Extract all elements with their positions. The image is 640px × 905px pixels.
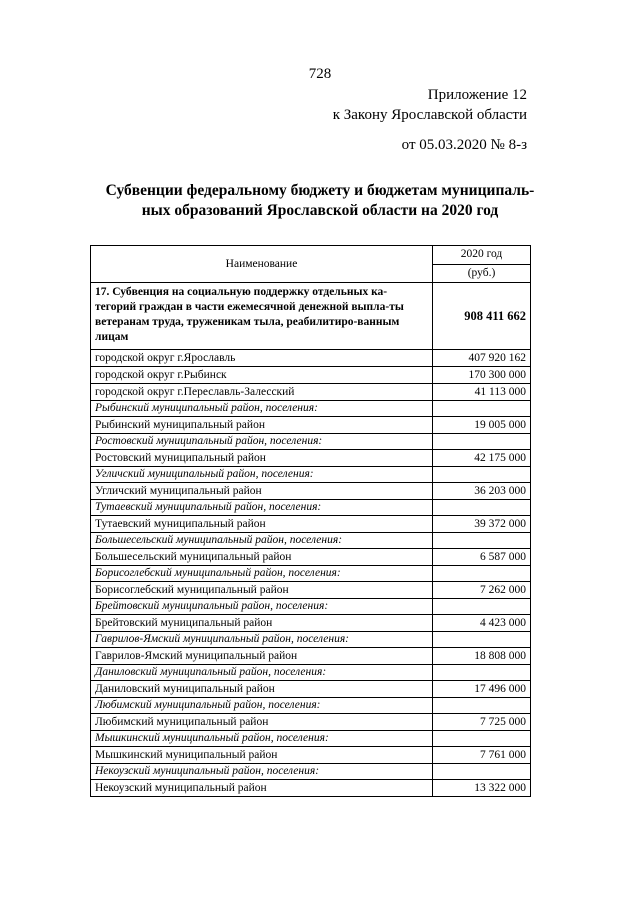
- row-name: Угличский муниципальный район, поселения:: [91, 467, 433, 483]
- page-number: 728: [308, 66, 332, 82]
- row-name: Тутаевский муниципальный район: [91, 516, 433, 533]
- row-amount: [433, 500, 531, 516]
- district-subheader-row: [91, 599, 531, 615]
- row-amount: 7 725 000: [433, 714, 531, 731]
- district-subheader-row: [91, 467, 531, 483]
- row-name: Ростовский муниципальный район: [91, 450, 433, 467]
- row-name: Борисоглебский муниципальный район: [91, 582, 433, 599]
- table-row: [91, 747, 531, 764]
- row-amount: [433, 731, 531, 747]
- row-amount: [433, 665, 531, 681]
- row-amount: 39 372 000: [433, 516, 531, 533]
- row-name: Некоузский муниципальный район: [91, 780, 433, 797]
- section-amount: 908 411 662: [433, 283, 531, 350]
- district-subheader-row: [91, 632, 531, 648]
- table-row: [91, 648, 531, 665]
- appendix-law-reference: к Закону Ярославской области: [332, 107, 527, 123]
- row-name: городской округ г.Рыбинск: [91, 367, 433, 384]
- column-header-year: 2020 год: [433, 246, 531, 265]
- row-amount: [433, 764, 531, 780]
- table-row: [91, 350, 531, 367]
- district-subheader-row: [91, 533, 531, 549]
- district-subheader-row: [91, 665, 531, 681]
- row-name: Даниловский муниципальный район, поселения:: [91, 665, 433, 681]
- row-name: Большесельский муниципальный район: [91, 549, 433, 566]
- table-row: [91, 483, 531, 500]
- district-subheader-row: [91, 764, 531, 780]
- district-subheader-row: [91, 500, 531, 516]
- title-line-1: Субвенции федеральному бюджету и бюджетам муниципаль-: [105, 182, 535, 199]
- row-name: городской округ г.Ярославль: [91, 350, 433, 367]
- row-amount: [433, 533, 531, 549]
- row-name: городской округ г.Переславль-Залесский: [91, 384, 433, 401]
- row-name: Тутаевский муниципальный район, поселения:: [91, 500, 433, 516]
- district-subheader-row: [91, 434, 531, 450]
- row-name: Гаврилов-Ямский муниципальный район: [91, 648, 433, 665]
- column-header-unit: (руб.): [433, 264, 531, 283]
- row-name: Любимский муниципальный район, поселения:: [91, 698, 433, 714]
- district-subheader-row: [91, 698, 531, 714]
- table-row: [91, 384, 531, 401]
- table-row: [91, 417, 531, 434]
- district-subheader-row: [91, 731, 531, 747]
- row-amount: 18 808 000: [433, 648, 531, 665]
- row-amount: [433, 698, 531, 714]
- row-amount: [433, 434, 531, 450]
- table-row: [91, 516, 531, 533]
- subventions-table: [90, 245, 531, 797]
- row-amount: [433, 632, 531, 648]
- row-amount: 42 175 000: [433, 450, 531, 467]
- row-name: Рыбинский муниципальный район: [91, 417, 433, 434]
- row-name: Мышкинский муниципальный район: [91, 747, 433, 764]
- title-line-2: ных образований Ярославской области на 2020 год: [141, 202, 499, 219]
- column-header-name: Наименование: [91, 246, 433, 283]
- row-name: Рыбинский муниципальный район, поселения:: [91, 401, 433, 417]
- row-name: Борисоглебский муниципальный район, поселения:: [91, 566, 433, 582]
- row-amount: 13 322 000: [433, 780, 531, 797]
- row-name: Даниловский муниципальный район: [91, 681, 433, 698]
- row-amount: 7 262 000: [433, 582, 531, 599]
- table-row: [91, 549, 531, 566]
- row-amount: 19 005 000: [433, 417, 531, 434]
- district-subheader-row: [91, 401, 531, 417]
- table-row: [91, 450, 531, 467]
- section-name: 17. Субвенция на социальную поддержку отдельных ка-тегорий граждан в части ежемесячной денежной выпла-ты ветеранам труда, труженикам тыла, реабилитиро-ванным лицам: [91, 283, 433, 350]
- row-amount: 36 203 000: [433, 483, 531, 500]
- table-row: [91, 780, 531, 797]
- table-row: [91, 582, 531, 599]
- table-row: [91, 681, 531, 698]
- row-amount: 7 761 000: [433, 747, 531, 764]
- row-amount: 41 113 000: [433, 384, 531, 401]
- row-name: Большесельский муниципальный район, поселения:: [91, 533, 433, 549]
- row-name: Гаврилов-Ямский муниципальный район, поселения:: [91, 632, 433, 648]
- row-amount: [433, 401, 531, 417]
- row-amount: 6 587 000: [433, 549, 531, 566]
- row-amount: 407 920 162: [433, 350, 531, 367]
- row-name: Угличский муниципальный район: [91, 483, 433, 500]
- row-name: Мышкинский муниципальный район, поселения:: [91, 731, 433, 747]
- district-subheader-row: [91, 566, 531, 582]
- document-title: [90, 181, 550, 221]
- row-amount: [433, 467, 531, 483]
- row-amount: 4 423 000: [433, 615, 531, 632]
- row-amount: 17 496 000: [433, 681, 531, 698]
- row-name: Некоузский муниципальный район, поселения:: [91, 764, 433, 780]
- appendix-law-date: от 05.03.2020 № 8-з: [401, 137, 527, 153]
- table-row: [91, 367, 531, 384]
- row-amount: 170 300 000: [433, 367, 531, 384]
- table-row: [91, 615, 531, 632]
- row-name: Брейтовский муниципальный район: [91, 615, 433, 632]
- appendix-label: Приложение 12: [427, 87, 527, 103]
- section-row: [91, 283, 531, 350]
- row-amount: [433, 566, 531, 582]
- table-row: [91, 714, 531, 731]
- row-name: Ростовский муниципальный район, поселения:: [91, 434, 433, 450]
- row-name: Брейтовский муниципальный район, поселения:: [91, 599, 433, 615]
- row-amount: [433, 599, 531, 615]
- table-header-row: [91, 246, 531, 265]
- row-name: Любимский муниципальный район: [91, 714, 433, 731]
